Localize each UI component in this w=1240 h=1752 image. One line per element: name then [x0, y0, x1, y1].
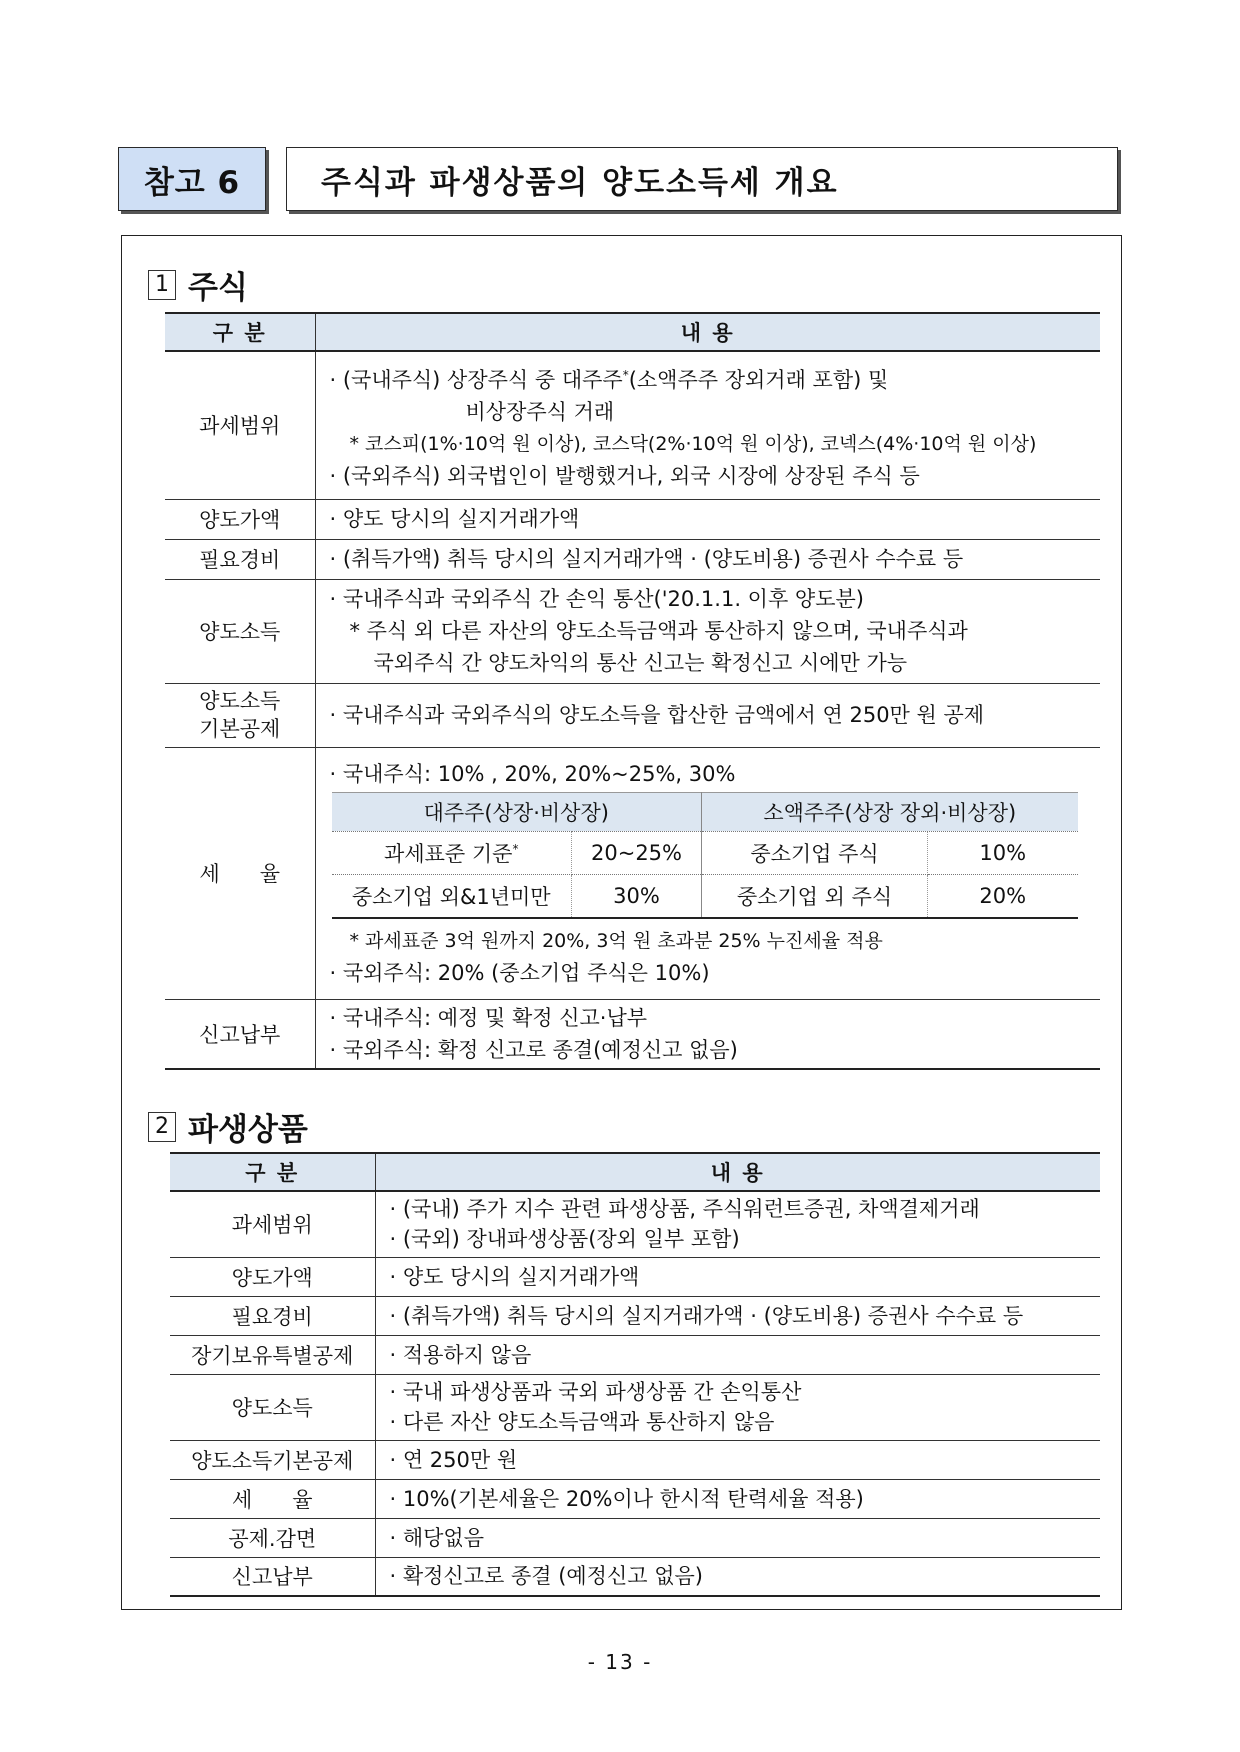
table-row: [170, 1257, 1100, 1296]
section-number: 2: [148, 1112, 176, 1142]
row-category: 양도소득: [170, 1374, 375, 1440]
row-content: · (국내) 주가 지수 관련 파생상품, 주식워런트증권, 차액결제거래 · (국외) 장내파생상품(장외 일부 포함): [375, 1191, 1100, 1257]
table-row: [165, 579, 1100, 683]
row-category: 양도가액: [170, 1257, 375, 1296]
section-title: 주식: [188, 270, 248, 306]
row-category: 양도소득 기본공제: [165, 683, 315, 747]
column-header-category: 구 분: [170, 1153, 375, 1191]
table-row: [170, 1296, 1100, 1335]
table-row: [170, 1479, 1100, 1518]
row-category: 양도소득기본공제: [170, 1440, 375, 1479]
table-row: [170, 1335, 1100, 1374]
row-content: · 양도 당시의 실지거래가액: [375, 1257, 1100, 1296]
row-content: · 국내 파생상품과 국외 파생상품 간 손익통산 · 다른 자산 양도소득금액과 통산하지 않음: [375, 1374, 1100, 1440]
subtable-cell: 중소기업 주식: [702, 831, 928, 874]
table-row: [165, 351, 1100, 499]
subtable-cell: 10%: [928, 831, 1078, 874]
row-content: · 10%(기본세율은 20%이나 한시적 탄력세율 적용): [375, 1479, 1100, 1518]
table-row: [165, 683, 1100, 747]
table-row: [170, 1374, 1100, 1440]
row-content: · (취득가액) 취득 당시의 실지거래가액 · (양도비용) 증권사 수수료 등: [315, 539, 1100, 579]
subtable-cell: 20%: [928, 874, 1078, 918]
table-row: [165, 747, 1100, 999]
row-category: 세 율: [165, 747, 315, 999]
section-heading-stocks: [148, 262, 248, 307]
page-number: - 13 -: [587, 1650, 653, 1674]
content-note: * 코스피(1%·10억 원 이상), 코스닥(2%·10억 원 이상), 코넥스(4%·10억 원 이상): [349, 432, 1037, 455]
table-row: [165, 499, 1100, 539]
content-line: · (국내주식) 상장주식 중 대주주*(소액주주 장외거래 포함) 및: [329, 367, 889, 392]
column-header-category: 구 분: [165, 313, 315, 351]
table-row: [170, 1440, 1100, 1479]
row-category: 공제.감면: [170, 1518, 375, 1557]
subtable-header-minor: 소액주주(상장 장외·비상장): [702, 792, 1078, 831]
subtable-cell: 중소기업 외 주식: [702, 874, 928, 918]
row-content: · 연 250만 원: [375, 1440, 1100, 1479]
row-content: · 국내주식: 10% , 20%, 20%~25%, 30% 대주주(상장·비상장) 소액주주(상장 장외·비상장) 과세표준 기준* 20~25% 중소기업 주식 10% 중소기업 외&1년미만 30% 중소기업 외 주식 20% * 과세표준 3억 원까지 20%, 3억 원 초과분 25% 누진세율 적용 · 국외주식: 20% (중소기업 주식은 10%): [315, 747, 1100, 999]
table-row: [170, 1518, 1100, 1557]
row-category: 신고납부: [170, 1557, 375, 1596]
reference-badge: 참고 6: [118, 147, 266, 211]
row-category: 과세범위: [170, 1191, 375, 1257]
row-category: 과세범위: [165, 351, 315, 499]
subtable-cell: 중소기업 외&1년미만: [332, 874, 572, 918]
row-category: 장기보유특별공제: [170, 1335, 375, 1374]
row-content: · 국내주식과 국외주식의 양도소득을 합산한 금액에서 연 250만 원 공제: [315, 683, 1100, 747]
row-content: · 국내주식과 국외주식 간 손익 통산('20.1.1. 이후 양도분) * 주식 외 다른 자산의 양도소득금액과 통산하지 않으며, 국내주식과 국외주식 간 양도차익의 통산 신고는 확정신고 시에만 가능: [315, 579, 1100, 683]
row-content: · 국내주식: 예정 및 확정 신고·납부 · 국외주식: 확정 신고로 종결(예정신고 없음): [315, 999, 1100, 1069]
subtable-header-major: 대주주(상장·비상장): [332, 792, 702, 831]
row-category: 필요경비: [165, 539, 315, 579]
table-row: [170, 1557, 1100, 1596]
table-row: [165, 539, 1100, 579]
row-category: 신고납부: [165, 999, 315, 1069]
section-title: 파생상품: [188, 1112, 308, 1148]
page-title: 주식과 파생상품의 양도소득세 개요: [286, 147, 1118, 211]
table-row: [170, 1191, 1100, 1257]
table-row: [165, 999, 1100, 1069]
row-content: [315, 351, 1100, 499]
section-heading-derivatives: [148, 1104, 308, 1149]
row-content: · 해당없음: [375, 1518, 1100, 1557]
row-content: · 적용하지 않음: [375, 1335, 1100, 1374]
rate-subtable: [332, 792, 1078, 919]
subtable-cell: 30%: [572, 874, 702, 918]
row-category: 양도가액: [165, 499, 315, 539]
row-category: 세 율: [170, 1479, 375, 1518]
column-header-content: 내 용: [375, 1153, 1100, 1191]
subtable-cell: 20~25%: [572, 831, 702, 874]
stocks-table: [165, 312, 1100, 1070]
content-line: 비상장주식 거래: [465, 399, 615, 424]
row-content: · (취득가액) 취득 당시의 실지거래가액 · (양도비용) 증권사 수수료 등: [375, 1296, 1100, 1335]
row-category: 필요경비: [170, 1296, 375, 1335]
content-line: · (국외주식) 외국법인이 발행했거나, 외국 시장에 상장된 주식 등: [329, 463, 920, 488]
derivatives-table: [170, 1152, 1100, 1597]
row-content: · 확정신고로 종결 (예정신고 없음): [375, 1557, 1100, 1596]
row-category: 양도소득: [165, 579, 315, 683]
column-header-content: 내 용: [315, 313, 1100, 351]
section-number: 1: [148, 270, 176, 300]
row-content: · 양도 당시의 실지거래가액: [315, 499, 1100, 539]
subtable-cell: 과세표준 기준*: [332, 831, 572, 874]
